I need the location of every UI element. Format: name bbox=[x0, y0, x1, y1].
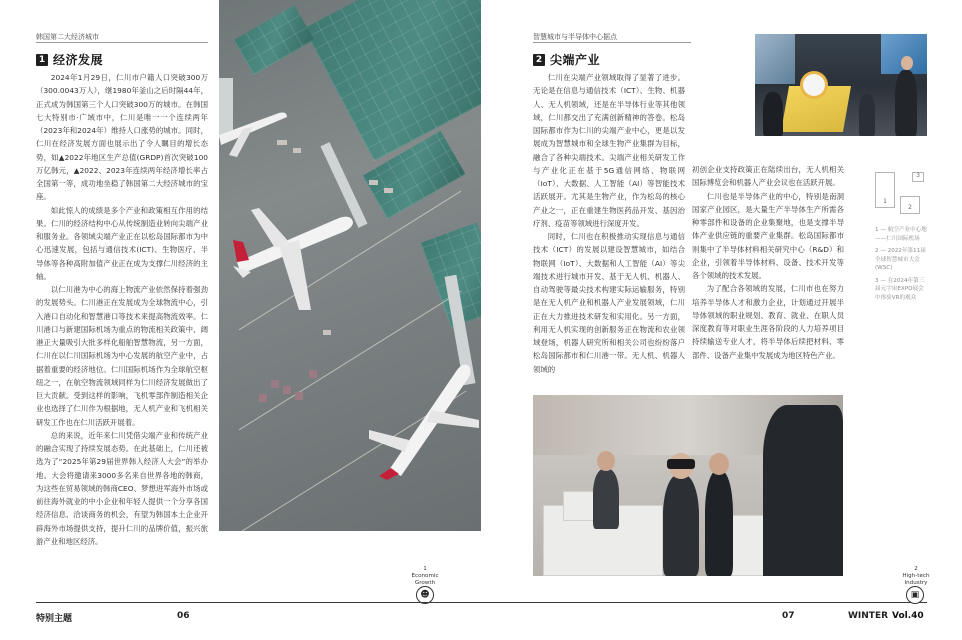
right-header-rule bbox=[533, 42, 691, 43]
airplane-3 bbox=[219, 95, 289, 165]
section-number-badge: 2 bbox=[533, 54, 545, 66]
body-paragraph: 仁川在尖端产业领域取得了显著了进步。无论是在信息与通信技术（ICT）、生物、机器人、无人机领域，还是在半导体行业等其他领域，仁川都交出了充满创新精神的答卷。松岛国际都市作为仁川的尖端产业中心，更是以发展成为智慧城市和全球生物产业集群为目标，融合了各种尖端技术。尖端产业相关研发工作与产业化正在基于5G通信网络、物联网（IoT）、大数据、人工智能（AI）等智能技术活跃展开。尤其是生物产业，作为松岛的核心产业之一，正在重建生物医药品开发、基因治疗剂、疫苗等领域进行深度开发。 bbox=[533, 73, 685, 228]
cargo-container bbox=[283, 386, 291, 394]
right-page-number: 07 bbox=[782, 611, 795, 621]
cargo-container bbox=[295, 392, 303, 400]
airplane-2 bbox=[369, 360, 481, 480]
terminal-roof bbox=[304, 0, 481, 161]
cargo-container bbox=[309, 370, 317, 378]
visitor-head bbox=[901, 56, 913, 70]
vr-headset bbox=[667, 459, 695, 469]
visitor bbox=[859, 94, 875, 136]
tick-label-line1: High-tech bbox=[902, 573, 930, 579]
airport-aerial-photo bbox=[219, 0, 481, 531]
diagram-box-3: 3 bbox=[912, 172, 924, 182]
ground-vehicle bbox=[277, 140, 287, 145]
magazine-volume: Vol.40 bbox=[892, 611, 924, 621]
right-page-header: 智慧城市与半导体中心据点 bbox=[533, 33, 617, 41]
body-paragraph: 仁川也是半导体产业的中心，特别是南洞国家产业园区，是大量生产半导体生产所需各种零部件和设备的企业集聚地，也是支撑半导体产业供应链的重要产业集群。松岛国际都市则集中了半导体材料相关研究中心（R&D）和企业，引领着半导体材料、设备、技术开发等各个领域的技术发展。 bbox=[692, 191, 844, 280]
right-body-column-2 bbox=[692, 163, 844, 362]
display-screen bbox=[755, 34, 795, 84]
airplane-1 bbox=[229, 200, 359, 340]
caption-2: 2 — 2022年第11届全球智慧城市大会(WSC) bbox=[875, 248, 926, 271]
ground-vehicle bbox=[384, 188, 393, 193]
right-section-heading bbox=[533, 51, 600, 68]
diagram-box-2: 2 bbox=[900, 196, 920, 214]
concourse-roof bbox=[234, 5, 315, 75]
photo-captions bbox=[875, 226, 927, 302]
left-section-heading bbox=[36, 51, 103, 68]
body-paragraph: 为了配合各领域的发展，仁川市也在努力培养半导体人才和激力企业，计划通过开展半导体领域的职业规划、教育、就业、在职人员深度教育等对职业生涯各阶段的人力培养项目持续输送专业人才，将半导体后续把材料、零部件、设备产业集中发展成为地区特色产业。 bbox=[692, 284, 844, 360]
tick-label-line2: Growth bbox=[414, 580, 436, 586]
section-title: 经济发展 bbox=[53, 53, 104, 67]
body-paragraph: 初创企业支持政策正在陆续出台，无人机相关国际博览会和机器人产业会议也在活跃开展。 bbox=[692, 165, 844, 188]
cargo-container bbox=[271, 380, 279, 388]
left-page-header: 韩国第二大经济城市 bbox=[36, 33, 99, 41]
tick-label-line2: Industry bbox=[904, 580, 928, 586]
diagram-box-1: 1 bbox=[875, 172, 895, 208]
visitor-head bbox=[709, 453, 729, 475]
visitor bbox=[705, 471, 733, 576]
left-body-column bbox=[36, 71, 208, 548]
vr-user bbox=[663, 475, 699, 576]
caption-3: 3 — 在2024年第三届元宇宙EXPO展会中体验VR的观众 bbox=[875, 277, 925, 301]
visitor-head bbox=[597, 451, 615, 471]
section-number-badge: 1 bbox=[36, 54, 48, 66]
people-icon: ☻ bbox=[416, 586, 434, 604]
ground-vehicle bbox=[323, 330, 331, 335]
body-paragraph: 2024年1月29日，仁川市户籍人口突破300万（300.0043万人），继1980年釜山之后时隔44年，正式成为韩国第三个人口突破300万的城市。在韩国七大特别市·广域市中，仁川是唯一一个连续两年（2023年和2024年）维持人口涨势的城市。同时，仁川在经济发展方面也展示出了令人瞩目的增长态势，如▲2022年地区生产总值(GRDP)首次突破100万亿韩元，▲2022、2023年连续两年经济增长率占全国第一等，成功地坐稳了韩国第二大经济城市的宝座。 bbox=[36, 73, 208, 202]
visitor bbox=[763, 405, 843, 576]
visitor bbox=[895, 70, 917, 136]
robot bbox=[803, 74, 825, 96]
magazine-label: WINTER bbox=[848, 611, 889, 621]
body-paragraph: 如此惊人的成绩是多个产业和政策相互作用的结果。仁川的经济结构中心从传统制造业转向尖端产业和服务业。各领域尖端产业正在以松岛国际都市为中心迅速发展，包括与通信技术(ICT)、生物医疗、半导体等各种高附加值产业正在成为支撑仁川经济的主轴。 bbox=[36, 205, 208, 281]
tick-number: 1 bbox=[423, 566, 427, 572]
visitor bbox=[763, 92, 783, 136]
left-tick-label bbox=[405, 566, 445, 587]
ground-vehicle bbox=[369, 180, 378, 185]
section-title: 尖端产业 bbox=[550, 53, 601, 67]
ground-vehicle bbox=[293, 148, 301, 153]
chip-icon: ▣ bbox=[906, 586, 924, 604]
cargo-container bbox=[259, 394, 267, 402]
left-footer-label: 特别主题 bbox=[36, 614, 73, 624]
right-tick-label bbox=[894, 566, 938, 587]
bottom-rule bbox=[36, 602, 927, 603]
body-paragraph: 同时，仁川也在积极推动实现信息与通信技术（ICT）的发展以建设智慧城市，如结合物联网（IoT）、大数据和人工智能（AI）等尖端技术进行城市开发、基于无人机、机器人、自动驾驶等最尖技术构建实际运输服务，特别是在无人机产业和机器人产业发展领域，仁川正在大力推进技术研发和实用化。另一方面，利用无人机实现的创新服务正在物流和农业领域登场，机器人研究所和相关公司也纷纷落户松岛国际都市和仁川港一带。无人机、机器人领域的 bbox=[533, 232, 685, 374]
tick-label-line1: Economic bbox=[411, 573, 439, 579]
body-paragraph: 总的来说，近年来仁川凭借尖端产业和传统产业的融合实现了持续发展态势。在此基础上，仁川还被选为了“2025年第29届世界韩人经济人大会”的举办地。大会将邀请来3000多名来自世界各地的韩商，为这些在贸易领域的韩商CEO、梦想进军海外市场或前往海外就业的中小企业和年轻人提供一个分享各国经济信息、洽谈商务的机会，有望为韩国本土企业开辟海外市场提供支持，提升仁川的品牌价值，振兴旅游产业和地区经济。 bbox=[36, 430, 208, 546]
left-page-number: 06 bbox=[177, 611, 190, 621]
caption-1: 1 — 航空产业中心地——仁川国际机场 bbox=[875, 227, 927, 242]
vr-exhibition-photo bbox=[533, 395, 843, 576]
right-body-column-1 bbox=[533, 71, 685, 376]
robot-expo-photo bbox=[755, 34, 927, 136]
left-header-rule bbox=[36, 42, 208, 43]
body-paragraph: 以仁川港为中心的海上物流产业依然保持着强劲的发展势头。仁川港正在发展成为全球物流中心，引入港口自动化和智慧港口等技术来提高物流效率。仁川港口与新建国际机场为重点的物流相关政策中、阔港正大量吸引大批多样化船舶智慧物流，另一方面，仁川在以仁川国际机场为中心发展的航空产业中，占据着重要的经济地位。仁川国际机场作为全球航空枢纽之一，在航空物流领域同样为仁川经济发展做出了巨大贡献。受到这样的影响，飞机零部件制造相关企业也选择了仁川作为根据地，无人机产业和飞机相关研发工作也在仁川活跃开展着。 bbox=[36, 285, 208, 427]
tick-number: 2 bbox=[914, 566, 918, 572]
visitor bbox=[593, 469, 619, 529]
